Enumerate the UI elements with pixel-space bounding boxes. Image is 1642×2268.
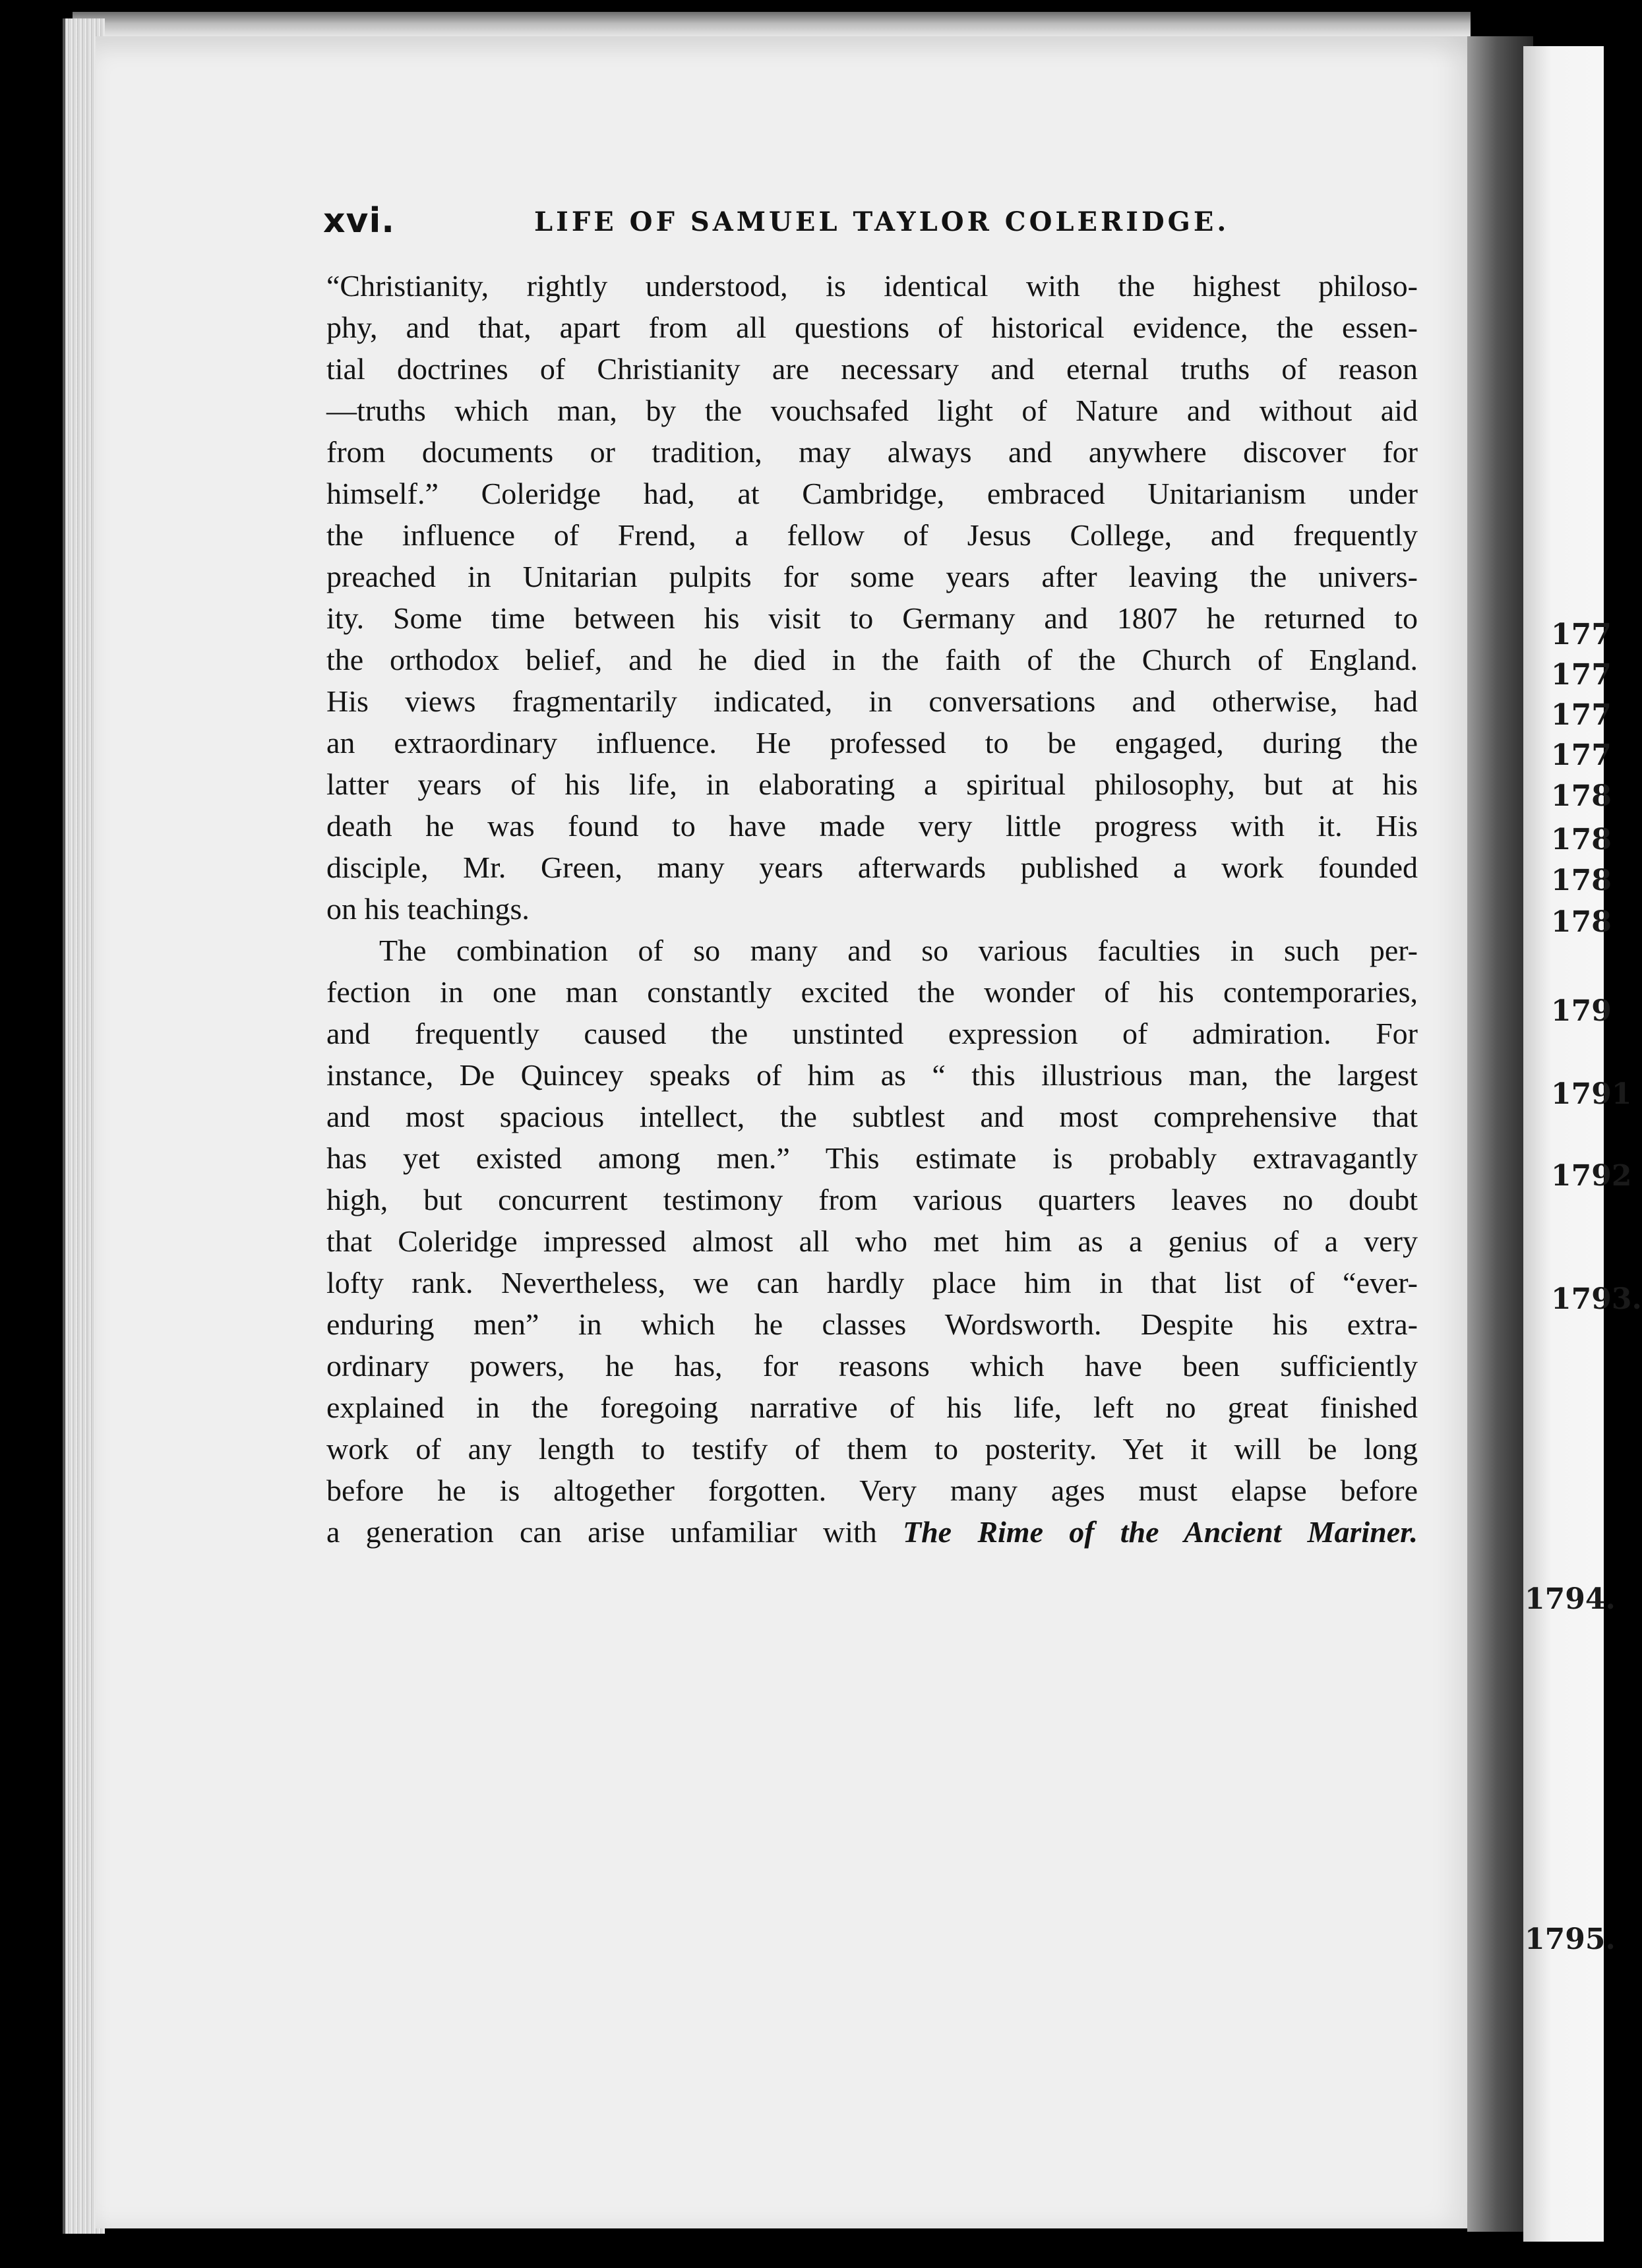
margin-year: 1795.: [1525, 1923, 1616, 1956]
page-number: xvi.: [323, 201, 396, 241]
margin-year: 177: [1551, 698, 1612, 732]
text-line: the influence of Frend, a fellow of Jesus College, and frequently: [326, 518, 1418, 552]
text-line: high, but concurrent testimony from various quarters leaves no doubt: [326, 1183, 1418, 1216]
text-line: latter years of his life, in elaborating a spiritual philosophy, but at his: [326, 767, 1418, 801]
text-line: ity. Some time between his visit to Germany and 1807 he returned to: [326, 601, 1418, 635]
text-line: fection in one man constantly excited the wonder of his contemporaries,: [326, 975, 1418, 1009]
margin-year: 1793.: [1551, 1282, 1642, 1316]
text-line: death he was found to have made very little progress with it. His: [326, 809, 1418, 843]
final-line-text: a generation can arise unfamiliar with: [326, 1515, 903, 1549]
text-line: work of any length to testify of them to posterity. Yet it will be long: [326, 1432, 1418, 1466]
facing-page: [1523, 46, 1604, 2242]
margin-year: 178: [1551, 864, 1612, 897]
text-line: —truths which man, by the vouchsafed light of Nature and without aid: [326, 394, 1418, 427]
text-line: enduring men” in which he classes Wordsworth. Despite his extra-: [326, 1307, 1418, 1341]
text-line: has yet existed among men.” This estimate is probably extravagantly: [326, 1141, 1418, 1175]
margin-year: 177: [1551, 658, 1612, 692]
running-title: LIFE OF SAMUEL TAYLOR COLERIDGE.: [534, 206, 1230, 237]
paragraph-1: [326, 265, 1418, 930]
running-head: [323, 201, 1299, 241]
text-line: preached in Unitarian pulpits for some years after leaving the univers-: [326, 560, 1418, 593]
margin-year: 178: [1551, 905, 1612, 939]
text-line: that Coleridge impressed almost all who met him as a genius of a very: [326, 1224, 1418, 1258]
poem-title: The Rime of the Ancient Mariner.: [903, 1515, 1418, 1549]
body-text: [326, 265, 1418, 1553]
text-line: himself.” Coleridge had, at Cambridge, embraced Unitarianism under: [326, 477, 1418, 510]
margin-year: 1794.: [1525, 1582, 1616, 1616]
margin-year: 178: [1551, 823, 1612, 856]
text-line: phy, and that, apart from all questions of historical evidence, the essen-: [326, 311, 1418, 344]
margin-year: 1792: [1551, 1159, 1632, 1193]
margin-year: 178: [1551, 779, 1612, 813]
text-line: The combination of so many and so various faculties in such per-: [379, 934, 1418, 967]
margin-year: 177: [1551, 618, 1612, 651]
text-line: before he is altogether forgotten. Very many ages must elapse before: [326, 1474, 1418, 1507]
text-line: instance, De Quincey speaks of him as “ this illustrious man, the largest: [326, 1058, 1418, 1092]
text-line: on his teachings.: [326, 892, 530, 926]
top-page-edge: [73, 12, 1471, 38]
text-line: disciple, Mr. Green, many years afterwards published a work founded: [326, 850, 1418, 884]
text-line: His views fragmentarily indicated, in conversations and otherwise, had: [326, 684, 1418, 718]
final-text-line: [326, 1511, 1418, 1553]
text-line: “Christianity, rightly understood, is identical with the highest philoso-: [326, 269, 1418, 303]
text-line: ordinary powers, he has, for reasons which have been sufficiently: [326, 1349, 1418, 1383]
margin-year: 1791: [1551, 1077, 1632, 1111]
text-line: and frequently caused the unstinted expression of admiration. For: [326, 1017, 1418, 1050]
text-line: the orthodox belief, and he died in the faith of the Church of England.: [326, 643, 1418, 676]
text-line: and most spacious intellect, the subtlest and most comprehensive that: [326, 1100, 1418, 1133]
paragraph-2: [326, 930, 1418, 1553]
text-line: explained in the foregoing narrative of his life, left no great finished: [326, 1390, 1418, 1424]
margin-year: 177: [1551, 738, 1612, 772]
margin-year: 179: [1551, 994, 1612, 1028]
text-line: tial doctrines of Christianity are necessary and eternal truths of reason: [326, 352, 1418, 386]
text-line: an extraordinary influence. He professed to be engaged, during the: [326, 726, 1418, 760]
text-line: lofty rank. Nevertheless, we can hardly place him in that list of “ever-: [326, 1266, 1418, 1299]
text-line: from documents or tradition, may always and anywhere discover for: [326, 435, 1418, 469]
